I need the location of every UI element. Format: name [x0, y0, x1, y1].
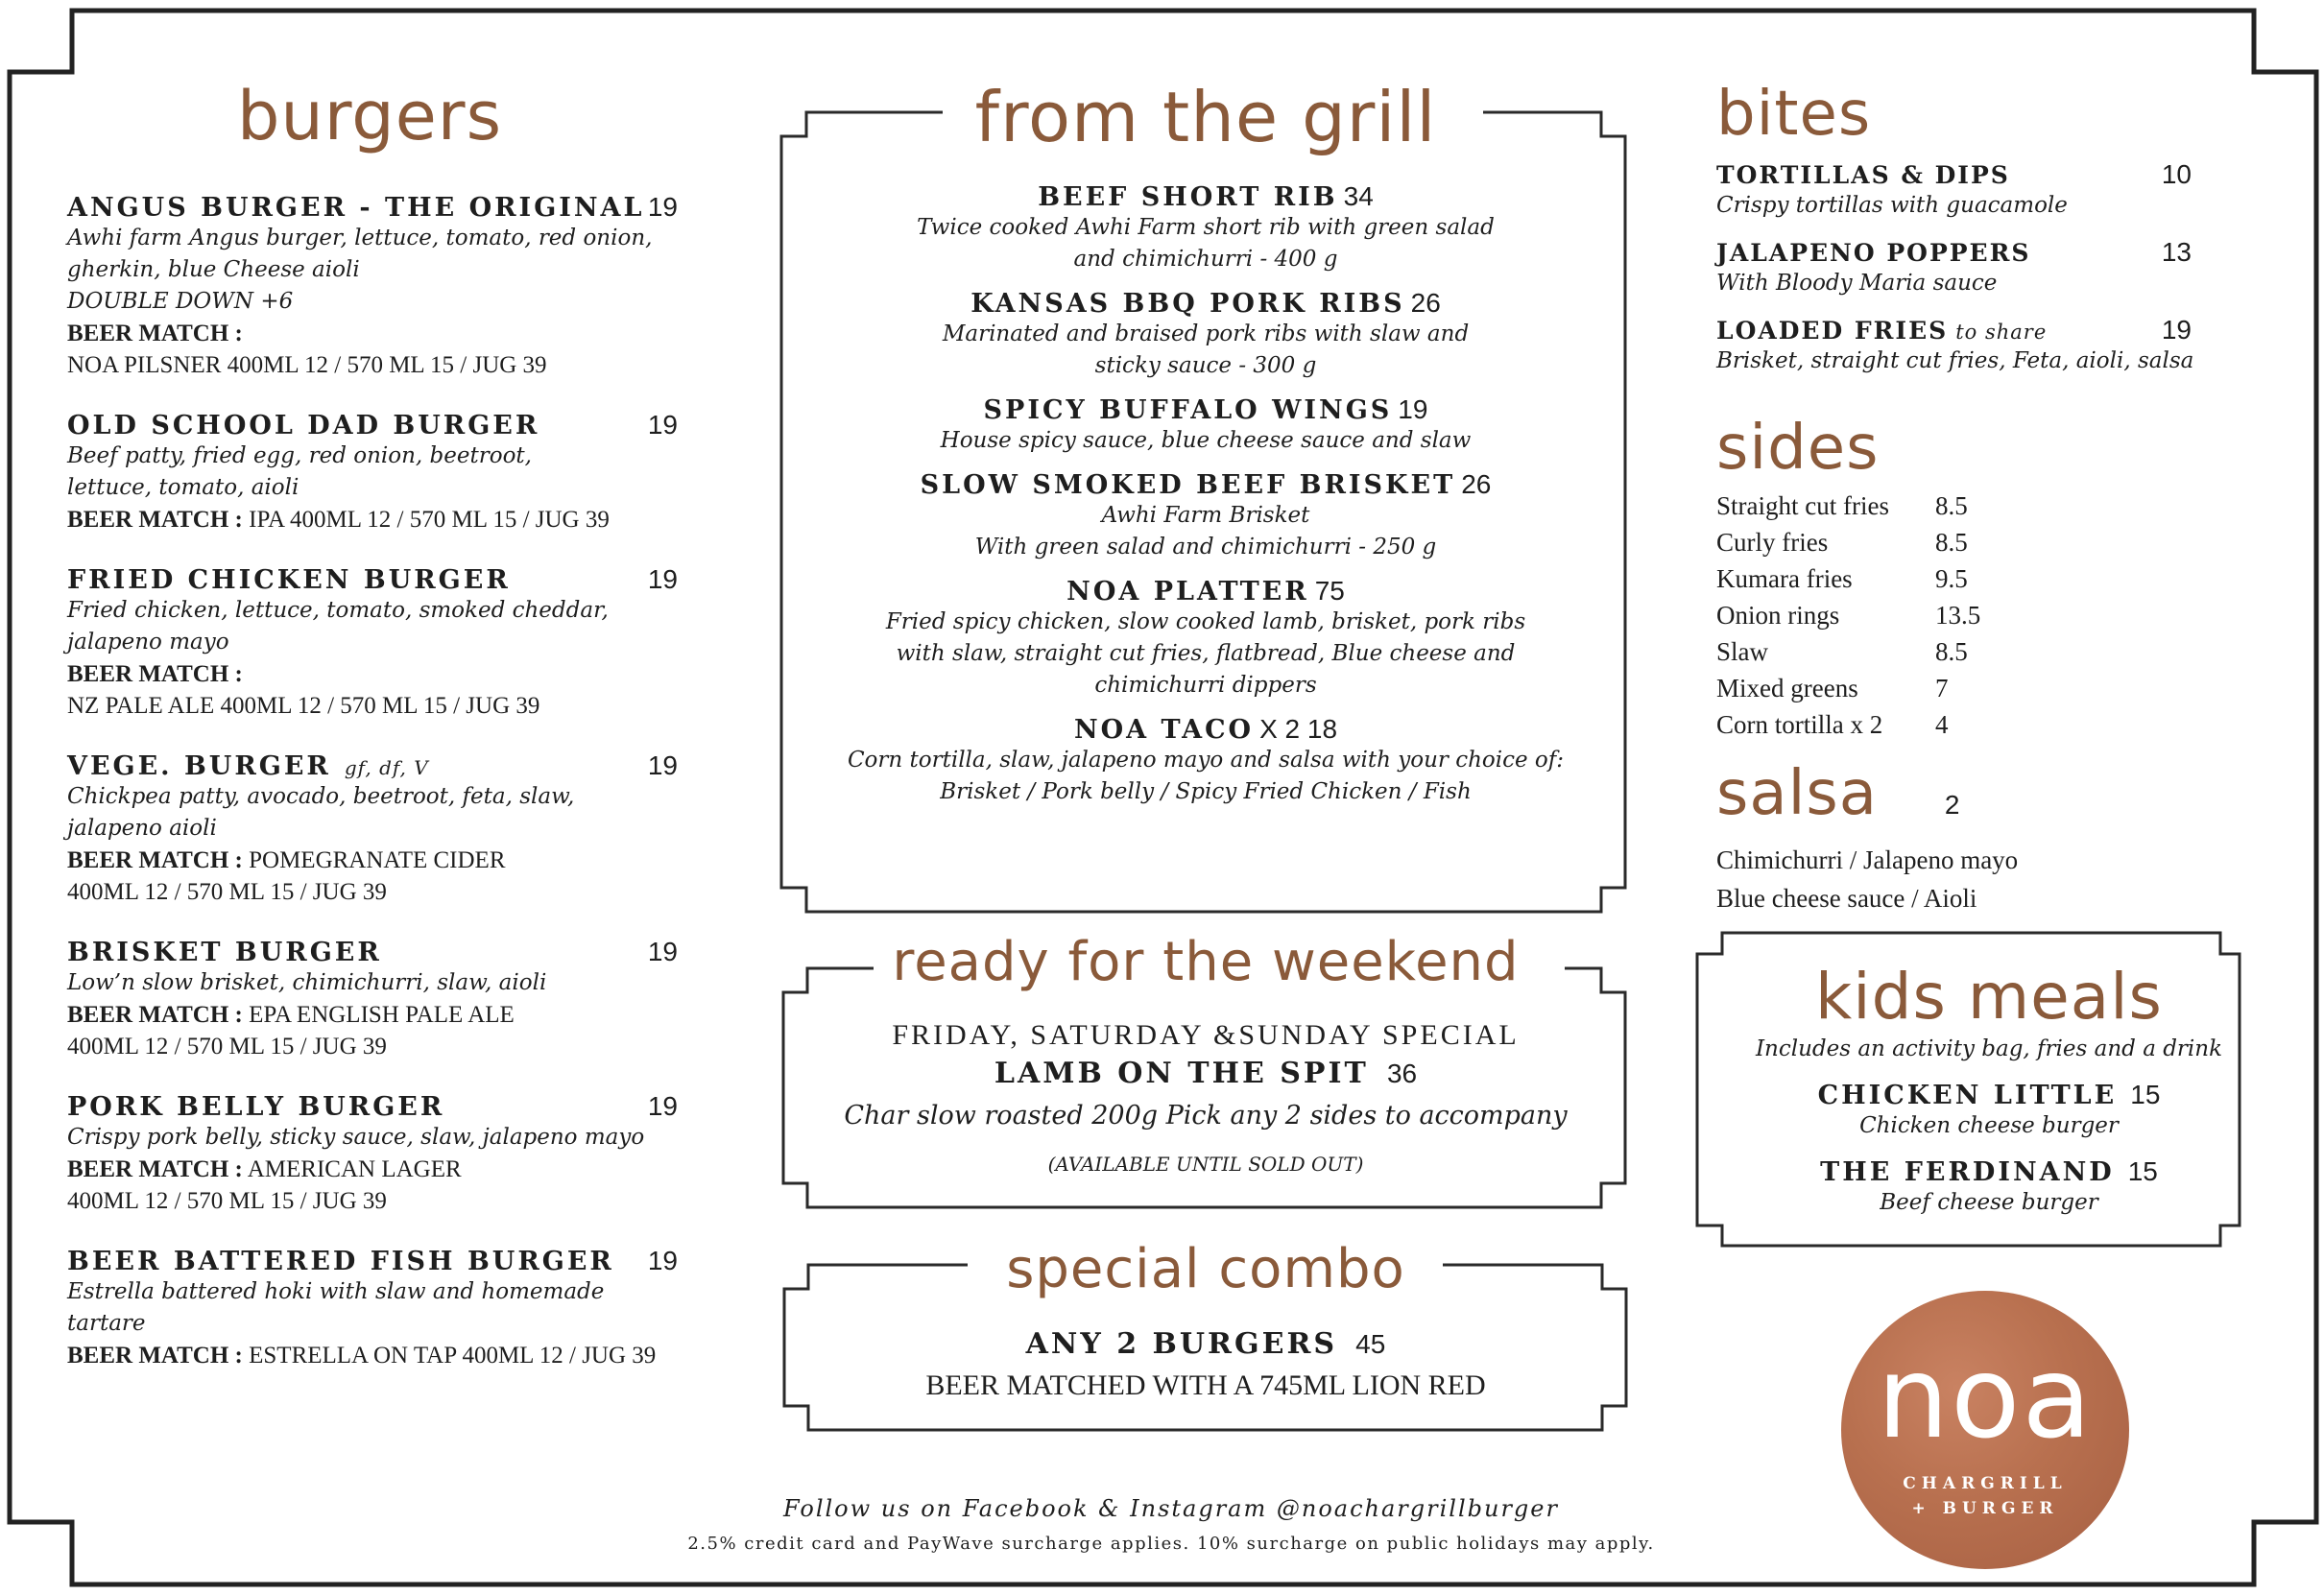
side-item-price: 9.5: [1935, 564, 1968, 593]
bite-item-price: 19: [2161, 315, 2192, 345]
salsa-line: Blue cheese sauce / Aioli: [1716, 884, 1977, 913]
kids-item-header: [1720, 1155, 2258, 1187]
kids-item-name: THE FERDINAND: [1820, 1157, 2115, 1187]
beer-match-value: POMEGRANATE CIDER: [242, 847, 506, 873]
grill-item: [791, 287, 1620, 382]
sides-title: sides: [1716, 413, 1880, 484]
beer-match-label: BEER MATCH :: [67, 661, 243, 687]
footer: [595, 1495, 1747, 1554]
kids-item-desc: Chicken cheese burger: [1859, 1113, 2119, 1138]
grill-item-price: 75: [1314, 576, 1345, 606]
bite-item-title-group: [1716, 317, 2047, 345]
bite-item-name: TORTILLAS & DIPS: [1716, 161, 2010, 189]
grill-item-header: [791, 393, 1620, 425]
grill-item-header: [791, 713, 1620, 745]
side-item: [1716, 560, 2196, 597]
side-item: [1716, 597, 2196, 633]
side-item-price: 13.5: [1935, 601, 1981, 630]
bite-item-desc: With Bloody Maria sauce: [1716, 271, 1998, 296]
burger-item-name: FRIED CHICKEN BURGER: [67, 565, 511, 595]
beer-match: [67, 658, 691, 690]
combo-item-name: ANY 2 BURGERS: [1025, 1327, 1338, 1361]
grill-item-price: X 2 18: [1259, 714, 1338, 744]
burger-item-header: [67, 750, 678, 781]
weekend-item-price: 36: [1386, 1059, 1418, 1088]
side-item: [1716, 670, 2196, 706]
bite-item-header: [1716, 159, 2192, 190]
beer-match: [67, 504, 691, 536]
side-item-price: 8.5: [1935, 528, 1968, 557]
grill-item-name: NOA TACO: [1073, 715, 1255, 745]
burger-item-desc: Beef patty, fried egg, red onion, beetroot,: [67, 443, 532, 468]
grill-item-price: 26: [1410, 288, 1441, 318]
grill-item-desc: Twice cooked Awhi Farm short rib with green salad: [917, 215, 1495, 240]
bite-item: [1716, 315, 2254, 377]
side-item-name: Straight cut fries: [1716, 491, 1889, 520]
grill-item: [791, 713, 1620, 808]
beer-match-value: 400ML 12 / 570 ML 15 / JUG 39: [67, 1034, 387, 1059]
burgers-title: burgers: [236, 77, 503, 155]
beer-match-value: NZ PALE ALE 400ML 12 / 570 ML 15 / JUG 39: [67, 693, 540, 719]
bite-item-name: LOADED FRIES: [1716, 317, 1949, 345]
dietary-tag: gf, df, V: [344, 756, 429, 779]
side-item-price: 8.5: [1935, 637, 1968, 666]
grill-item-desc: Marinated and braised pork ribs with slaw and: [942, 321, 1470, 346]
burger-item-name: ANGUS BURGER - THE ORIGINAL: [67, 193, 645, 223]
salsa-header: [1716, 758, 2196, 829]
burger-item-header: [67, 937, 678, 967]
beer-match-value: 400ML 12 / 570 ML 15 / JUG 39: [67, 879, 387, 905]
grill-item: [791, 468, 1620, 563]
burger-item: [67, 937, 691, 1062]
grill-item-price: 26: [1461, 469, 1492, 499]
side-item-price: 8.5: [1935, 491, 1968, 520]
salsa-section: [1716, 758, 2196, 917]
grill-item-name: KANSAS BBQ PORK RIBS: [970, 289, 1405, 319]
grill-item-desc: Fried spicy chicken, slow cooked lamb, brisket, pork ribs: [885, 609, 1526, 634]
bite-item-title-group: [1716, 239, 2030, 267]
combo-section: [791, 1238, 1620, 1404]
kids-item-desc: Beef cheese burger: [1880, 1190, 2098, 1215]
burger-item-title-group: [67, 193, 645, 223]
burger-item-header: [67, 192, 678, 223]
weekend-note: (AVAILABLE UNTIL SOLD OUT): [1047, 1153, 1364, 1176]
burger-item-desc: gherkin, blue Cheese aioli: [67, 257, 360, 282]
beer-match-value: AMERICAN LAGER: [242, 1156, 462, 1182]
burger-item-header: [67, 410, 678, 440]
grill-item-desc: Awhi Farm Brisket: [1101, 503, 1310, 528]
bites-list: [1716, 159, 2254, 377]
side-item-name: Mixed greens: [1716, 674, 1858, 702]
grill-item-header: [791, 287, 1620, 319]
grill-item-header: [791, 468, 1620, 500]
beer-match-label: BEER MATCH :: [67, 321, 243, 346]
beer-match-label: BEER MATCH :: [67, 1343, 243, 1369]
logo-line-2: + BURGER: [1911, 1499, 2059, 1518]
side-item: [1716, 488, 2196, 524]
grill-item-name: BEEF SHORT RIB: [1038, 182, 1338, 212]
burger-item-price: 19: [647, 410, 678, 440]
kids-list: [1720, 1079, 2258, 1219]
bite-item-price: 13: [2161, 237, 2192, 267]
burger-item-header: [67, 1246, 678, 1276]
burger-item-desc: Awhi farm Angus burger, lettuce, tomato, red onion,: [67, 226, 653, 250]
burger-item-name: VEGE. BURGER: [67, 751, 331, 781]
burgers-section: [67, 77, 691, 1371]
burger-item-name: BRISKET BURGER: [67, 938, 382, 967]
grill-list: [791, 180, 1620, 808]
kids-item: [1720, 1155, 2258, 1219]
beer-match-label: BEER MATCH :: [67, 1002, 243, 1028]
side-item: [1716, 524, 2196, 560]
burger-item-desc: jalapeno mayo: [67, 630, 229, 655]
burger-item-title-group: [67, 565, 511, 595]
share-tag: to share: [1955, 321, 2048, 344]
burger-list: [67, 192, 691, 1371]
side-item-name: Corn tortilla x 2: [1716, 710, 1883, 739]
beer-match: [67, 999, 691, 1031]
grill-item-name: SPICY BUFFALO WINGS: [983, 395, 1393, 425]
beer-match-label: BEER MATCH :: [67, 847, 243, 873]
kids-title: kids meals: [1815, 960, 2163, 1034]
weekend-title: ready for the weekend: [892, 931, 1520, 993]
burger-item-name: BEER BATTERED FISH BURGER: [67, 1247, 614, 1276]
side-item-price: 4: [1935, 710, 1949, 739]
burger-item-title-group: [67, 411, 539, 440]
weekend-days: FRIDAY, SATURDAY &SUNDAY SPECIAL: [892, 1019, 1520, 1051]
burger-item-price: 19: [647, 564, 678, 594]
grill-item: [791, 180, 1620, 275]
grill-item-header: [791, 575, 1620, 607]
beer-match: [67, 1154, 691, 1185]
grill-item-price: 19: [1398, 394, 1428, 424]
beer-match-label: BEER MATCH :: [67, 1156, 243, 1182]
combo-item: [791, 1325, 1620, 1368]
combo-item-desc: BEER MATCHED WITH A 745ML LION RED: [925, 1369, 1486, 1401]
burger-item-title-group: [67, 938, 382, 967]
burger-item-title-group: [67, 1092, 444, 1122]
beer-match: [67, 1340, 691, 1371]
combo-item-price: 45: [1355, 1329, 1386, 1359]
grill-item-desc: and chimichurri - 400 g: [1073, 247, 1338, 272]
burger-item: [67, 564, 691, 722]
beer-match: [67, 845, 691, 876]
sides-section: [1716, 413, 2196, 743]
grill-item-name: SLOW SMOKED BEEF BRISKET: [920, 470, 1456, 500]
burger-item: [67, 192, 691, 381]
beer-match-value: NOA PILSNER 400ML 12 / 570 ML 15 / JUG 39: [67, 352, 547, 378]
kids-item-price: 15: [2127, 1156, 2158, 1186]
bite-item-header: [1716, 237, 2192, 268]
burger-item-price: 19: [647, 192, 678, 222]
burger-item-desc: tartare: [67, 1311, 146, 1336]
weekend-item: [791, 1055, 1620, 1097]
burger-item-desc: Estrella battered hoki with slaw and homemade: [67, 1279, 605, 1304]
beer-match-value: IPA 400ML 12 / 570 ML 15 / JUG 39: [242, 507, 610, 533]
kids-item-price: 15: [2130, 1080, 2161, 1109]
burger-item-desc: lettuce, tomato, aioli: [67, 475, 299, 500]
bite-item-name: JALAPENO POPPERS: [1716, 239, 2031, 267]
bite-item-desc: Brisket, straight cut fries, Feta, aioli, salsa: [1716, 348, 2194, 373]
kids-section: [1720, 960, 2258, 1219]
bites-section: [1716, 79, 2254, 377]
bite-item: [1716, 159, 2254, 222]
salsa-price: 2: [1944, 790, 1960, 820]
burger-item-header: [67, 564, 678, 595]
bite-item-desc: Crispy tortillas with guacamole: [1716, 193, 2068, 218]
beer-match-label: BEER MATCH :: [67, 507, 243, 533]
side-item-name: Slaw: [1716, 637, 1768, 666]
burger-item-desc: Crispy pork belly, sticky sauce, slaw, jalapeno mayo: [67, 1125, 645, 1150]
beer-match-value: 400ML 12 / 570 ML 15 / JUG 39: [67, 1188, 387, 1214]
side-item-price: 7: [1935, 674, 1949, 702]
burger-item-price: 19: [647, 1091, 678, 1121]
burger-item: [67, 1091, 691, 1217]
burger-item: [67, 410, 691, 536]
burger-item-title-group: [67, 751, 429, 781]
weekend-item-name: LAMB ON THE SPIT: [994, 1057, 1369, 1090]
social-follow-text: Follow us on Facebook & Instagram @noachargrillburger: [783, 1495, 1559, 1522]
logo-wordmark: noa: [1877, 1331, 2094, 1464]
burger-item: [67, 750, 691, 908]
kids-item-header: [1720, 1079, 2258, 1110]
grill-item-desc: chimichurri dippers: [1094, 673, 1317, 698]
salsa-line: Chimichurri / Jalapeno mayo: [1716, 845, 2019, 874]
burger-item-desc: jalapeno aioli: [67, 816, 217, 841]
side-item-name: Curly fries: [1716, 528, 1829, 557]
grill-item: [791, 575, 1620, 702]
kids-subtitle: Includes an activity bag, fries and a drink: [1755, 1036, 2223, 1061]
burger-item-desc: Low’n slow brisket, chimichurri, slaw, aioli: [67, 970, 547, 995]
logo-line-1: CHARGRILL: [1903, 1474, 2068, 1493]
burger-item-name: PORK BELLY BURGER: [67, 1092, 445, 1122]
weekend-item-desc: Char slow roasted 200g Pick any 2 sides to accompany: [844, 1101, 1568, 1131]
side-item: [1716, 633, 2196, 670]
burger-item-name: OLD SCHOOL DAD BURGER: [67, 411, 540, 440]
grill-item-desc: Brisket / Pork belly / Spicy Fried Chicken / Fish: [940, 779, 1472, 804]
beer-match: [67, 318, 691, 349]
grill-item-desc: Corn tortilla, slaw, jalapeno mayo and salsa with your choice of:: [847, 748, 1565, 773]
burger-item: [67, 1246, 691, 1371]
burger-item-price: 19: [647, 750, 678, 780]
bite-item-title-group: [1716, 161, 2010, 189]
beer-match-value: ESTRELLA ON TAP 400ML 12 / JUG 39: [242, 1343, 657, 1369]
grill-item-desc: sticky sauce - 300 g: [1094, 353, 1317, 378]
burger-item-price: 19: [647, 937, 678, 966]
grill-item-desc: with slaw, straight cut fries, flatbread, Blue cheese and: [896, 641, 1516, 666]
bites-title: bites: [1716, 79, 1872, 150]
sides-list: [1716, 488, 2196, 743]
bite-item-price: 10: [2161, 159, 2192, 189]
combo-title: special combo: [1006, 1238, 1405, 1300]
side-item-name: Onion rings: [1716, 601, 1840, 630]
burger-item-desc: DOUBLE DOWN +6: [67, 289, 294, 314]
grill-item-desc: House spicy sauce, blue cheese sauce and slaw: [940, 428, 1472, 453]
burger-item-desc: Fried chicken, lettuce, tomato, smoked cheddar,: [67, 598, 609, 623]
grill-section: [791, 77, 1620, 808]
side-item: [1716, 706, 2196, 743]
bite-item-header: [1716, 315, 2192, 345]
grill-item-desc: With green salad and chimichurri - 250 g: [974, 535, 1437, 559]
grill-item: [791, 393, 1620, 457]
burger-item-price: 19: [647, 1246, 678, 1275]
beer-match-value: EPA ENGLISH PALE ALE: [242, 1002, 515, 1028]
grill-item-name: NOA PLATTER: [1066, 577, 1309, 607]
grill-item-header: [791, 180, 1620, 212]
noa-logo: [1841, 1291, 2129, 1569]
burger-item-header: [67, 1091, 678, 1122]
grill-title: from the grill: [974, 77, 1437, 157]
weekend-section: [791, 931, 1620, 1180]
grill-item-price: 34: [1343, 181, 1374, 211]
kids-item: [1720, 1079, 2258, 1142]
burger-item-title-group: [67, 1247, 614, 1276]
side-item-name: Kumara fries: [1716, 564, 1853, 593]
burger-item-desc: Chickpea patty, avocado, beetroot, feta, slaw,: [67, 784, 575, 809]
bite-item: [1716, 237, 2254, 299]
surcharge-notice: 2.5% credit card and PayWave surcharge applies. 10% surcharge on public holidays may apply.: [687, 1534, 1655, 1554]
kids-item-name: CHICKEN LITTLE: [1817, 1081, 2118, 1110]
salsa-title: salsa: [1716, 758, 1878, 829]
